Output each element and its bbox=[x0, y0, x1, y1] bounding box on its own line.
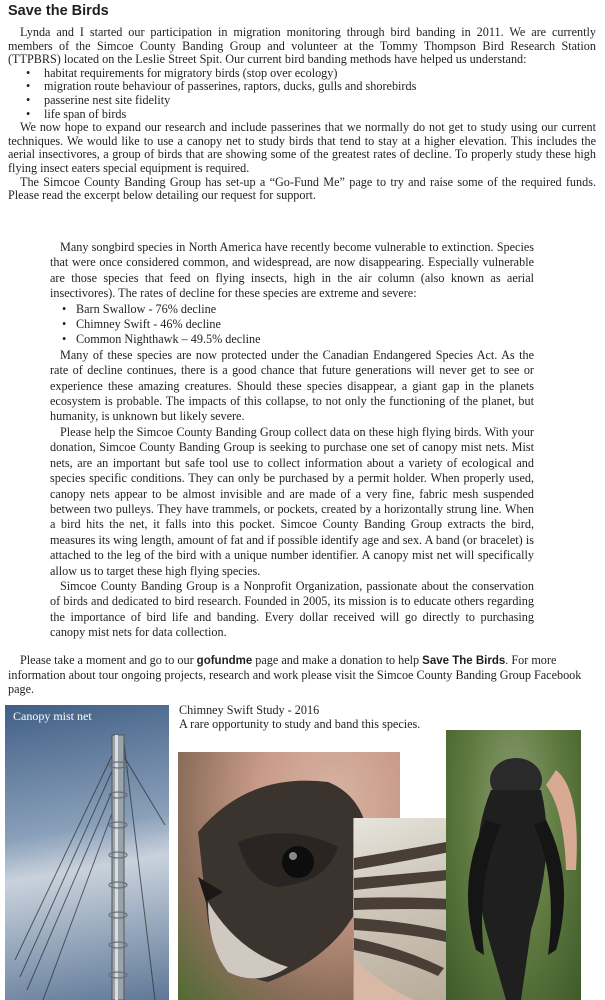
closing-text: Please take a moment and go to our bbox=[20, 653, 197, 667]
excerpt-paragraph-2: Many of these species are now protected under the Canadian Endangered Species Act. As the rate of decline continues, there is a good chance that future generations will never get to see or experience these amazing creatures. Should these species disappear, a giant gap in the planets ecosystem is probable. The impacts of this collapse, to not only the functioning of the planet, but humanity, is unknown but likely severe. bbox=[50, 347, 534, 424]
intro-paragraph-2: We now hope to expand our research and include passerines that we normally do not get to study using our current techniques. We would like to use a canopy net to study birds that tend to stay at a higher elevation. This includes the aerial insectivores, a group of birds that are showing some of the greatest rates of decline. To properly study these high flying insect eaters special equipment is required. bbox=[8, 120, 596, 175]
gofundme-link[interactable]: gofundme bbox=[196, 655, 253, 667]
intro-paragraph-3: The Simcoe County Banding Group has set-up a “Go-Fund Me” page to try and raise some of the required funds. Please read the excerpt below detailing our request for support. bbox=[8, 174, 596, 203]
excerpt-paragraph-4: Simcoe County Banding Group is a Nonprofit Organization, passionate about the conservation of birds and dedicated to bird research. Founded in 2005, its mission is to educate others regarding the importance of bird life and banding. Every dollar received will go directly to purchasing canopy mist nets for data collection. bbox=[50, 578, 534, 640]
excerpt-paragraph-1: Many songbird species in North America have recently become vulnerable to extinction. Species that were once considered common, and widespread, are now disappearing. Especially vulnerable are those species that feed on flying insects, high in the air column (also known as aerial insectivores). The rates of decline for these species are extreme and severe: bbox=[50, 240, 534, 301]
chimney-swift-title: Chimney Swift Study - 2016 bbox=[179, 703, 320, 717]
list-item: • migration route behaviour of passerines, raptors, ducks, gulls and shorebirds bbox=[8, 80, 596, 94]
chimney-swift-subtitle: A rare opportunity to study and band this species. bbox=[179, 717, 421, 731]
chimney-swift-caption bbox=[179, 703, 420, 731]
list-item: • Common Nighthawk – 49.5% decline bbox=[50, 332, 534, 347]
list-item: • passerine nest site fidelity bbox=[8, 94, 596, 108]
swift-in-hand-illustration bbox=[446, 730, 581, 1000]
canopy-net-photo bbox=[5, 705, 169, 1000]
canopy-net-caption: Canopy mist net bbox=[13, 709, 92, 723]
page-title: Save the Birds bbox=[8, 3, 109, 19]
closing-text: page and make a donation to help bbox=[252, 653, 423, 667]
list-item: • Chimney Swift - 46% decline bbox=[50, 317, 534, 332]
list-item: • Barn Swallow - 76% decline bbox=[50, 302, 534, 317]
canopy-net-illustration bbox=[5, 705, 169, 1000]
closing-section bbox=[8, 653, 596, 696]
research-benefits-list bbox=[8, 67, 596, 121]
excerpt-paragraph-3: Please help the Simcoe County Banding Group collect data on these high flying birds. With your donation, Simcoe County Banding Group is seeking to purchase one set of canopy mist nets. Mist nets, are an important but safe tool use to collect information about a variety of ecological and species specific conditions. They can only be purchased by a permit holder. When properly used, canopy nets appear to be almost invisible and are made of a very fine, fabric mesh suspended between two pulleys. They have trammels, or pockets, created by a horizontally strung line. When a bird hits the net, it falls into this pocket. Simcoe County Banding Group extracts the bird, measures its wing length, amount of fat and if possible identify age and sex. A band (or bracelet) is attached to the leg of the bird with a unique number identifier. A canopy mist net will specifically allow us to target these high flying species. bbox=[50, 424, 534, 578]
save-the-birds-link[interactable]: Save The Birds bbox=[422, 655, 506, 667]
decline-rates-list bbox=[50, 302, 534, 348]
list-item: • life span of birds bbox=[8, 108, 596, 122]
list-item: • habitat requirements for migratory birds (stop over ecology) bbox=[8, 67, 596, 81]
closing-text: . For more information about tour ongoing projects, research and work please visit the Simcoe County Banding Group Facebook page. bbox=[8, 653, 582, 696]
intro-paragraph-1: Lynda and I started our participation in migration monitoring through bird banding in 2011. We are currently members of the Simcoe County Banding Group and volunteer at the Tommy Thompson Bird Research Station (TTPBRS) located on the Leslie Street Spit. Our current bird banding methods have helped us understand: bbox=[8, 25, 596, 67]
intro-section bbox=[8, 26, 596, 203]
swift-in-hand-photo bbox=[446, 730, 581, 1000]
gofundme-excerpt bbox=[50, 240, 534, 641]
closing-paragraph bbox=[8, 653, 596, 696]
